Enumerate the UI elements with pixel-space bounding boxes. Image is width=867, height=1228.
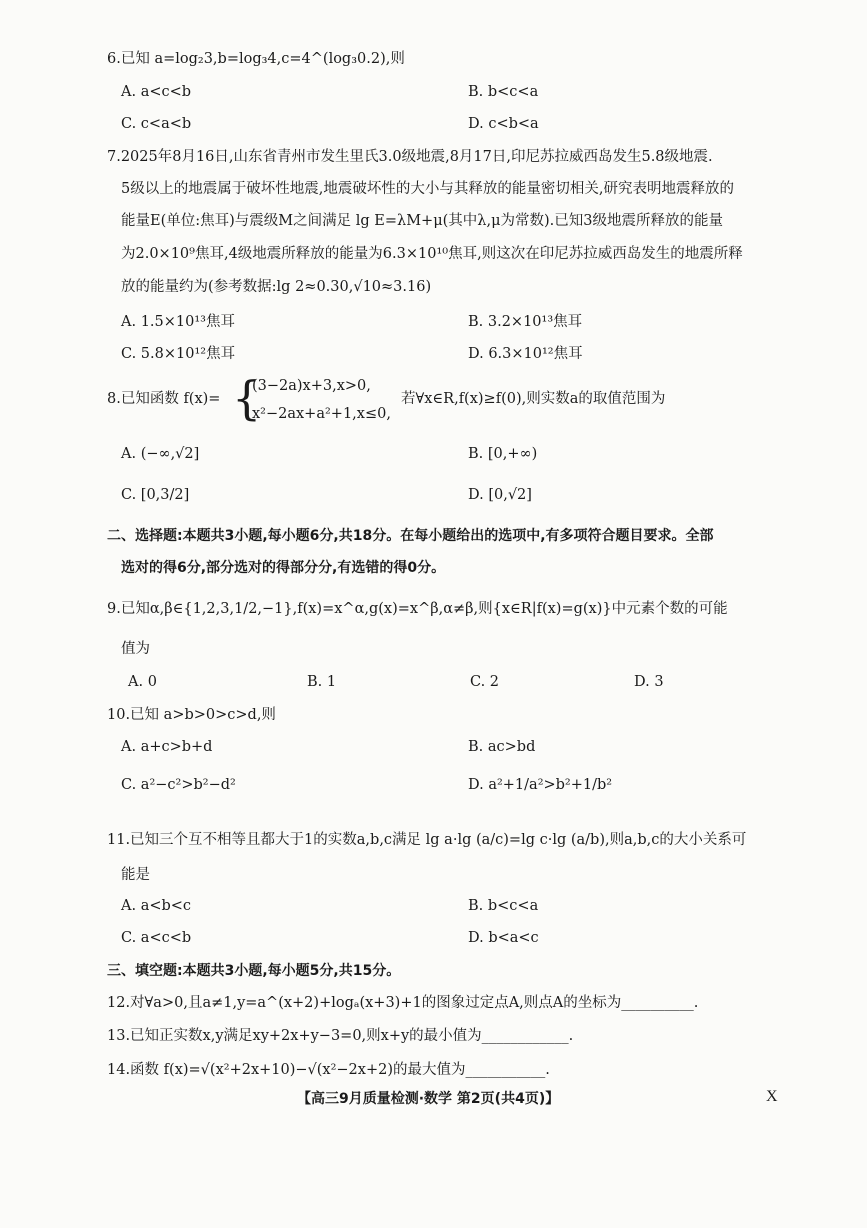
q14: 14.函数 f(x)=√(x²+2x+10)−√(x²−2x+2)的最大值为___________.	[107, 1062, 550, 1078]
q11-line-1: 11.已知三个互不相等且都大于1的实数a,b,c满足 lg a·lg (a/c)=lg c·lg (a/b),则a,b,c的大小关系可	[107, 832, 747, 848]
q7-line-2: 5级以上的地震属于破坏性地震,地震破坏性的大小与其释放的能量密切相关,研究表明地震释放的	[121, 181, 734, 197]
page-footer: 【高三9月质量检测·数学 第2页(共4页)】	[297, 1091, 560, 1107]
q7-line-4: 为2.0×10⁹焦耳,4级地震所释放的能量为6.3×10¹⁰焦耳,则这次在印尼苏拉威西岛发生的地震所释	[121, 246, 743, 262]
q9-choice-c: C. 2	[470, 674, 500, 690]
q13: 13.已知正实数x,y满足xy+2x+y−3=0,则x+y的最小值为____________.	[107, 1028, 574, 1044]
q11-choice-d: D. b<a<c	[468, 930, 539, 946]
q6-stem: 6.已知 a=log₂3,b=log₃4,c=4^(log₃0.2),则	[107, 51, 405, 67]
q7-line-3: 能量E(单位:焦耳)与震级M之间满足 lg E=λM+μ(其中λ,μ为常数).已知3级地震所释放的能量	[121, 213, 723, 229]
q10-choice-a: A. a+c>b+d	[121, 739, 213, 755]
q9-line-1: 9.已知α,β∈{1,2,3,1/2,−1},f(x)=x^α,g(x)=x^β,α≠β,则{x∈R|f(x)=g(x)}中元素个数的可能	[107, 601, 728, 617]
section-3-title: 三、填空题:本题共3小题,每小题5分,共15分。	[107, 963, 401, 979]
q8-suffix: 若∀x∈R,f(x)≥f(0),则实数a的取值范围为	[401, 391, 666, 407]
q11-line-2: 能是	[121, 867, 150, 883]
q9-choice-a: A. 0	[128, 674, 157, 690]
q6-choice-a: A. a<c<b	[121, 84, 192, 100]
q6-choice-d: D. c<b<a	[468, 116, 539, 132]
q7-choice-b: B. 3.2×10¹³焦耳	[468, 314, 583, 330]
section-2-title: 二、选择题:本题共3小题,每小题6分,共18分。在每小题给出的选项中,有多项符合题目要求。全部	[107, 528, 714, 544]
q7-choice-d: D. 6.3×10¹²焦耳	[468, 346, 583, 362]
q9-choice-b: B. 1	[307, 674, 337, 690]
q11-choice-b: B. b<c<a	[468, 898, 539, 914]
q11-choice-c: C. a<c<b	[121, 930, 192, 946]
q11-choice-a: A. a<b<c	[121, 898, 192, 914]
q9-choice-d: D. 3	[634, 674, 664, 690]
q8-choice-b: B. [0,+∞)	[468, 446, 538, 462]
q7-choice-c: C. 5.8×10¹²焦耳	[121, 346, 236, 362]
q6-choice-b: B. b<c<a	[468, 84, 539, 100]
q6-choice-c: C. c<a<b	[121, 116, 192, 132]
q10-choice-d: D. a²+1/a²>b²+1/b²	[468, 777, 613, 793]
q8-case-1: (3−2a)x+3,x>0,	[252, 378, 371, 394]
q8-choice-c: C. [0,3/2]	[121, 487, 190, 503]
q8-choice-a: A. (−∞,√2]	[121, 446, 200, 462]
footer-mark: X	[766, 1088, 778, 1105]
section-2-subtitle: 选对的得6分,部分选对的得部分分,有选错的得0分。	[121, 560, 446, 576]
q7-choice-a: A. 1.5×10¹³焦耳	[121, 314, 235, 330]
q8-case-2: x²−2ax+a²+1,x≤0,	[252, 406, 391, 422]
q10-stem: 10.已知 a>b>0>c>d,则	[107, 707, 276, 723]
q9-line-2: 值为	[121, 641, 150, 657]
q10-choice-c: C. a²−c²>b²−d²	[121, 777, 236, 793]
q12: 12.对∀a>0,且a≠1,y=a^(x+2)+logₐ(x+3)+1的图象过定点A,则点A的坐标为__________.	[107, 995, 699, 1011]
q8-prefix: 8.已知函数 f(x)=	[107, 391, 221, 407]
q10-choice-b: B. ac>bd	[468, 739, 536, 755]
q8-brace-icon: {	[232, 371, 262, 425]
q8-choice-d: D. [0,√2]	[468, 487, 532, 503]
q7-line-1: 7.2025年8月16日,山东省青州市发生里氏3.0级地震,8月17日,印尼苏拉威西岛发生5.8级地震.	[107, 149, 713, 165]
q7-line-5: 放的能量约为(参考数据:lg 2≈0.30,√10≈3.16)	[121, 279, 432, 295]
